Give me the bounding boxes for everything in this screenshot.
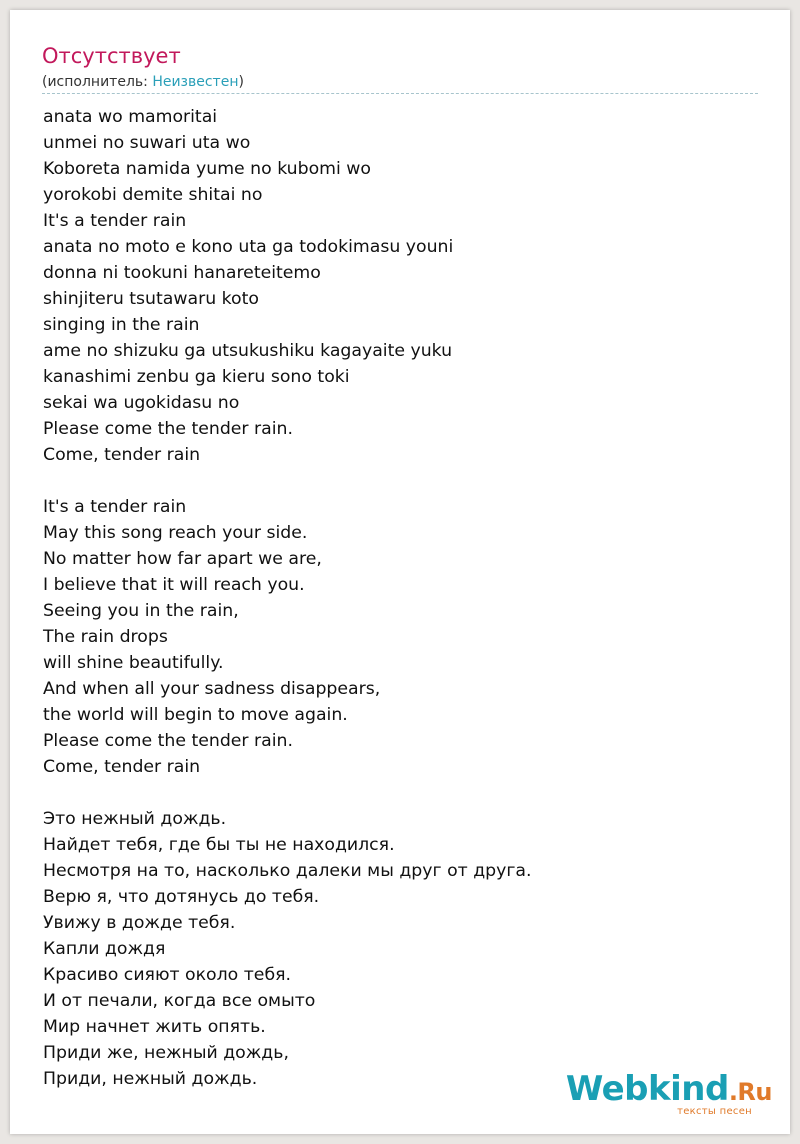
logo-tagline: тексты песен — [677, 1106, 752, 1117]
lyric-line: kanashimi zenbu ga kieru sono toki — [43, 367, 350, 387]
lyric-line: ame no shizuku ga utsukushiku kagayaite yuku — [43, 341, 453, 361]
lyric-line: Найдет тебя, где бы ты не находился. — [43, 835, 395, 855]
lyric-line: Приди же, нежный дождь, — [43, 1043, 289, 1063]
lyric-line: Please come the tender rain. — [43, 419, 293, 439]
lyric-line: Мир начнет жить опять. — [43, 1017, 266, 1037]
lyric-line: И от печали, когда все омыто — [43, 991, 316, 1011]
logo-domain: .Ru — [728, 1078, 772, 1106]
lyric-blank-line — [43, 780, 532, 806]
lyric-line: Красиво сияют около тебя. — [43, 965, 291, 985]
lyric-line: Верю я, что дотянусь до тебя. — [43, 887, 320, 907]
lyric-line: It's a tender rain — [43, 497, 187, 517]
lyric-line: Увижу в дожде тебя. — [43, 913, 236, 933]
lyrics-text — [43, 104, 532, 1092]
lyric-line: anata wo mamoritai — [43, 107, 218, 127]
artist-link[interactable]: Неизвестен — [152, 74, 239, 90]
lyric-line: And when all your sadness disappears, — [43, 679, 381, 699]
lyric-line: Приди, нежный дождь. — [43, 1069, 258, 1089]
lyric-line: Это нежный дождь. — [43, 809, 227, 829]
lyric-line: donna ni tookuni hanareteitemo — [43, 263, 321, 283]
lyric-line: Seeing you in the rain, — [43, 601, 239, 621]
lyric-line: No matter how far apart we are, — [43, 549, 322, 569]
lyric-line: Капли дождя — [43, 939, 166, 959]
lyric-line: unmei no suwari uta wo — [43, 133, 251, 153]
lyrics-page — [10, 10, 790, 1134]
title-divider — [42, 93, 758, 94]
artist-line — [42, 73, 244, 91]
lyric-line: anata no moto e kono uta ga todokimasu youni — [43, 237, 454, 257]
lyric-line: Come, tender rain — [43, 757, 201, 777]
lyric-line: will shine beautifully. — [43, 653, 224, 673]
logo-name: Webkind — [565, 1069, 729, 1109]
lyric-line: Please come the tender rain. — [43, 731, 293, 751]
song-title: Отсутствует — [42, 44, 181, 68]
artist-suffix: ) — [238, 74, 244, 90]
lyric-line: shinjiteru tsutawaru koto — [43, 289, 259, 309]
lyric-line: the world will begin to move again. — [43, 705, 348, 725]
lyric-line: Come, tender rain — [43, 445, 201, 465]
lyric-line: I believe that it will reach you. — [43, 575, 305, 595]
lyric-line: It's a tender rain — [43, 211, 187, 231]
artist-prefix: (исполнитель: — [42, 74, 153, 90]
lyric-blank-line — [43, 468, 532, 494]
lyric-line: Несмотря на то, насколько далеки мы друг от друга. — [43, 861, 532, 881]
lyric-line: yorokobi demite shitai no — [43, 185, 263, 205]
lyric-line: The rain drops — [43, 627, 168, 647]
lyric-line: Koboreta namida yume no kubomi wo — [43, 159, 371, 179]
lyric-line: singing in the rain — [43, 315, 200, 335]
lyric-line: sekai wa ugokidasu no — [43, 393, 240, 413]
lyric-line: May this song reach your side. — [43, 523, 308, 543]
site-logo[interactable] — [565, 1068, 772, 1128]
